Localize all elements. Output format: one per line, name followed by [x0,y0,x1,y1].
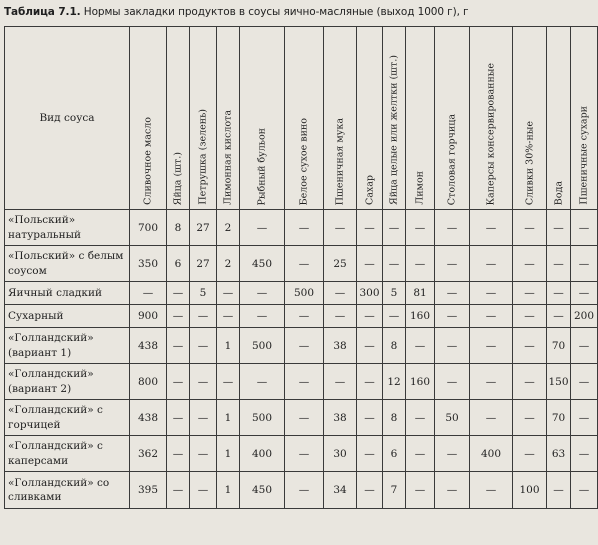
table-row [5,246,598,282]
table-cell: — [357,246,383,282]
table-row [5,400,598,436]
table-cell: — [571,400,598,436]
table-cell: — [357,472,383,509]
table-cell: 50 [435,400,470,436]
table-cell: 500 [285,282,324,305]
column-header [383,27,406,210]
column-header-label: Петрушка (зелень) [197,109,209,205]
table-cell: — [285,436,324,472]
table-cell: — [571,328,598,364]
column-header-label: Пшеничные сухари [578,106,590,205]
column-header [190,27,217,210]
table-cell: — [513,436,547,472]
table-cell: 450 [240,472,285,509]
table-cell: 500 [240,400,285,436]
column-header-label: Рыбный бульон [256,127,268,205]
column-header-label: Лимонная кислота [222,110,234,205]
table-cell: — [547,210,571,246]
table-cell: 30 [324,436,357,472]
table-cell: 800 [130,364,167,400]
table-cell: — [357,305,383,328]
table-cell: — [547,305,571,328]
table-cell: — [285,328,324,364]
table-row [5,305,598,328]
table-cell: — [285,210,324,246]
table-cell: — [167,436,190,472]
column-header [470,27,513,210]
table-row [5,436,598,472]
table-cell: — [406,400,435,436]
table-cell: — [435,328,470,364]
table-cell: — [513,282,547,305]
table-cell: 362 [130,436,167,472]
table-cell: — [167,328,190,364]
sauce-name: «Польский» с белым соусом [5,246,130,282]
table-cell: — [470,400,513,436]
table-cell: 450 [240,246,285,282]
table-cell: — [357,328,383,364]
table-cell: — [383,246,406,282]
table-cell: — [406,246,435,282]
table-row [5,210,598,246]
table-cell: 2 [217,246,240,282]
table-cell: 8 [383,400,406,436]
table-cell: 395 [130,472,167,509]
column-header [167,27,190,210]
sauce-name: «Голландский» с горчицей [5,400,130,436]
table-cell: — [383,305,406,328]
caption-text: Нормы закладки продуктов в соусы яично-масляные (выход 1000 г), г [83,6,469,18]
table-cell: 438 [130,328,167,364]
column-header [217,27,240,210]
table-cell: 25 [324,246,357,282]
table-cell: — [571,364,598,400]
table-cell: — [513,305,547,328]
table-cell: — [470,472,513,509]
table-cell: 38 [324,400,357,436]
table-cell: — [571,210,598,246]
column-header-label: Каперсы консервированные [485,62,497,205]
table-cell: 1 [217,472,240,509]
table-cell: — [285,364,324,400]
table-cell: — [357,400,383,436]
table-cell: — [406,328,435,364]
sauce-name: «Голландский» (вариант 2) [5,364,130,400]
table-cell: — [190,436,217,472]
table-cell: 81 [406,282,435,305]
table-cell: 5 [383,282,406,305]
table-cell: 200 [571,305,598,328]
column-header-label: Пшеничная мука [334,117,346,205]
table-cell: — [547,246,571,282]
table-cell: — [571,472,598,509]
column-header-label: Лимон [414,171,426,205]
table-cell: — [217,305,240,328]
table-cell: 100 [513,472,547,509]
table-cell: — [285,472,324,509]
header-sauce-type: Вид соуса [5,27,130,210]
column-header [406,27,435,210]
column-header-label: Столовая горчица [446,113,458,205]
table-cell: 5 [190,282,217,305]
table-cell: 27 [190,246,217,282]
table-cell: — [571,282,598,305]
table-cell: — [513,328,547,364]
sauce-name: «Голландский» со сливками [5,472,130,509]
table-cell: 900 [130,305,167,328]
table-cell: — [285,246,324,282]
table-cell: — [383,210,406,246]
table-body [5,210,598,509]
table-cell: — [357,436,383,472]
table-cell: — [470,328,513,364]
table-cell: — [357,364,383,400]
table-cell: 438 [130,400,167,436]
table-cell: — [285,305,324,328]
table-cell: — [406,210,435,246]
table-cell: — [547,282,571,305]
column-header [571,27,598,210]
table-cell: — [470,282,513,305]
table-cell: 8 [383,328,406,364]
table-cell: — [324,282,357,305]
table-cell: — [470,246,513,282]
table-cell: — [167,282,190,305]
table-cell: — [513,246,547,282]
table-cell: 6 [383,436,406,472]
table-cell: — [435,436,470,472]
column-header [357,27,383,210]
table-cell: — [470,305,513,328]
table-cell: 70 [547,400,571,436]
column-header-label: Сливки 30%-ные [523,120,535,205]
column-header-label: Вода [552,180,564,205]
table-cell: 300 [357,282,383,305]
table-cell: — [324,364,357,400]
table-cell: 2 [217,210,240,246]
table-cell: 1 [217,328,240,364]
table-cell: — [240,305,285,328]
table-cell: — [406,436,435,472]
table-row [5,282,598,305]
header-row [5,27,598,210]
table-cell: 500 [240,328,285,364]
sauce-name: «Голландский» с каперсами [5,436,130,472]
table-cell: — [240,364,285,400]
table-cell: 160 [406,305,435,328]
table-cell: 1 [217,400,240,436]
table-cell: 700 [130,210,167,246]
column-header [324,27,357,210]
table-cell: 34 [324,472,357,509]
table-cell: — [167,472,190,509]
column-header [130,27,167,210]
column-header-label: Белое сухое вино [298,117,310,205]
table-cell: — [130,282,167,305]
table-cell: 7 [383,472,406,509]
table-cell: 27 [190,210,217,246]
table-cell: — [324,305,357,328]
table-cell: — [217,364,240,400]
table-row [5,364,598,400]
table-cell: 400 [470,436,513,472]
table-row [5,472,598,509]
table-cell: 160 [406,364,435,400]
table-cell: — [571,436,598,472]
table-cell: — [513,400,547,436]
table-cell: — [571,246,598,282]
table-cell: 70 [547,328,571,364]
table-cell: — [190,472,217,509]
table-cell: — [190,364,217,400]
sauce-name: «Голландский» (вариант 1) [5,328,130,364]
table-cell: — [285,400,324,436]
table-cell: — [435,472,470,509]
column-header-label: Сливочное масло [142,117,154,205]
table-cell: — [324,210,357,246]
table-cell: — [435,210,470,246]
table-cell: 8 [167,210,190,246]
table-cell: 1 [217,436,240,472]
table-cell: — [167,364,190,400]
table-cell: 350 [130,246,167,282]
table-cell: 6 [167,246,190,282]
table-cell: 400 [240,436,285,472]
table-cell: 150 [547,364,571,400]
table-cell: — [167,400,190,436]
caption-label: Таблица 7.1. [4,6,81,18]
table-cell: — [167,305,190,328]
table-row [5,328,598,364]
table-cell: — [190,400,217,436]
sauce-name: «Польский» натуральный [5,210,130,246]
table-cell: — [513,364,547,400]
table-cell: 63 [547,436,571,472]
column-header [513,27,547,210]
table-caption [4,6,537,18]
column-header-label: Яйца целые или желтки (шт.) [388,55,400,205]
table-cell: — [357,210,383,246]
column-header-label: Сахар [363,174,375,205]
table-cell: — [190,305,217,328]
column-header [547,27,571,210]
column-header [435,27,470,210]
table-cell: — [470,364,513,400]
sauce-name: Сухарный [5,305,130,328]
column-header-label: Яйца (шт.) [172,151,184,205]
sauce-table [4,26,598,509]
table-cell: — [513,210,547,246]
table-cell: 38 [324,328,357,364]
table-cell: 12 [383,364,406,400]
table-cell: — [435,364,470,400]
table-cell: — [435,305,470,328]
table-cell: — [190,328,217,364]
table-cell: — [240,282,285,305]
table-cell: — [435,246,470,282]
table-cell: — [470,210,513,246]
sauce-name: Яичный сладкий [5,282,130,305]
column-header [285,27,324,210]
table-cell: — [547,472,571,509]
table-cell: — [435,282,470,305]
table-cell: — [217,282,240,305]
table-cell: — [406,472,435,509]
table-cell: — [240,210,285,246]
column-header [240,27,285,210]
